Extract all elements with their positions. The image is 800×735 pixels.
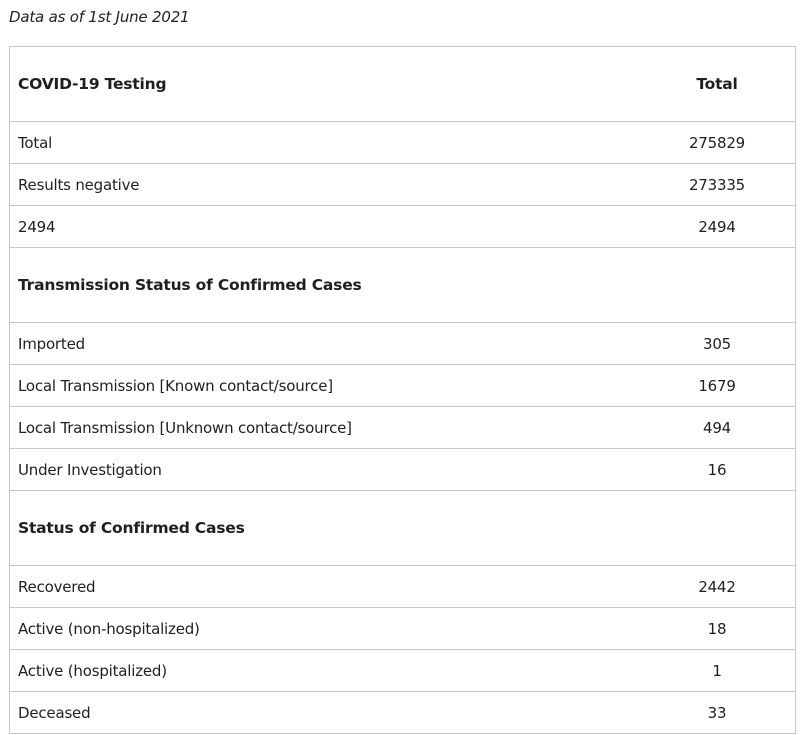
row-label: Active (non-hospitalized) bbox=[10, 608, 640, 650]
table-row bbox=[10, 323, 796, 365]
section-empty-cell bbox=[639, 491, 796, 566]
section-title: Transmission Status of Confirmed Cases bbox=[10, 248, 640, 323]
header-label: COVID-19 Testing bbox=[10, 47, 640, 122]
row-label: Deceased bbox=[10, 692, 640, 734]
row-value: 1 bbox=[639, 650, 796, 692]
section-empty-cell bbox=[639, 248, 796, 323]
table-row bbox=[10, 692, 796, 734]
table-row bbox=[10, 365, 796, 407]
row-label: Local Transmission [Known contact/source] bbox=[10, 365, 640, 407]
row-value: 2494 bbox=[639, 206, 796, 248]
section-title: Status of Confirmed Cases bbox=[10, 491, 640, 566]
table-row bbox=[10, 206, 796, 248]
table-row bbox=[10, 407, 796, 449]
data-date-note: Data as of 1st June 2021 bbox=[9, 8, 190, 26]
table-row bbox=[10, 566, 796, 608]
table-row bbox=[10, 164, 796, 206]
row-value: 18 bbox=[639, 608, 796, 650]
row-value: 273335 bbox=[639, 164, 796, 206]
table-row bbox=[10, 650, 796, 692]
row-label: 2494 bbox=[10, 206, 640, 248]
row-value: 275829 bbox=[639, 122, 796, 164]
row-value: 494 bbox=[639, 407, 796, 449]
row-label: Local Transmission [Unknown contact/source] bbox=[10, 407, 640, 449]
row-label: Total bbox=[10, 122, 640, 164]
section-row-transmission bbox=[10, 248, 796, 323]
row-label: Active (hospitalized) bbox=[10, 650, 640, 692]
table-header-row bbox=[10, 47, 796, 122]
table-row bbox=[10, 608, 796, 650]
header-value: Total bbox=[639, 47, 796, 122]
table-row bbox=[10, 449, 796, 491]
row-value: 305 bbox=[639, 323, 796, 365]
section-row-status bbox=[10, 491, 796, 566]
row-label: Recovered bbox=[10, 566, 640, 608]
row-label: Results negative bbox=[10, 164, 640, 206]
covid-stats-table bbox=[9, 46, 796, 734]
table-row bbox=[10, 122, 796, 164]
row-value: 33 bbox=[639, 692, 796, 734]
row-value: 16 bbox=[639, 449, 796, 491]
row-value: 2442 bbox=[639, 566, 796, 608]
row-label: Imported bbox=[10, 323, 640, 365]
row-label: Under Investigation bbox=[10, 449, 640, 491]
row-value: 1679 bbox=[639, 365, 796, 407]
